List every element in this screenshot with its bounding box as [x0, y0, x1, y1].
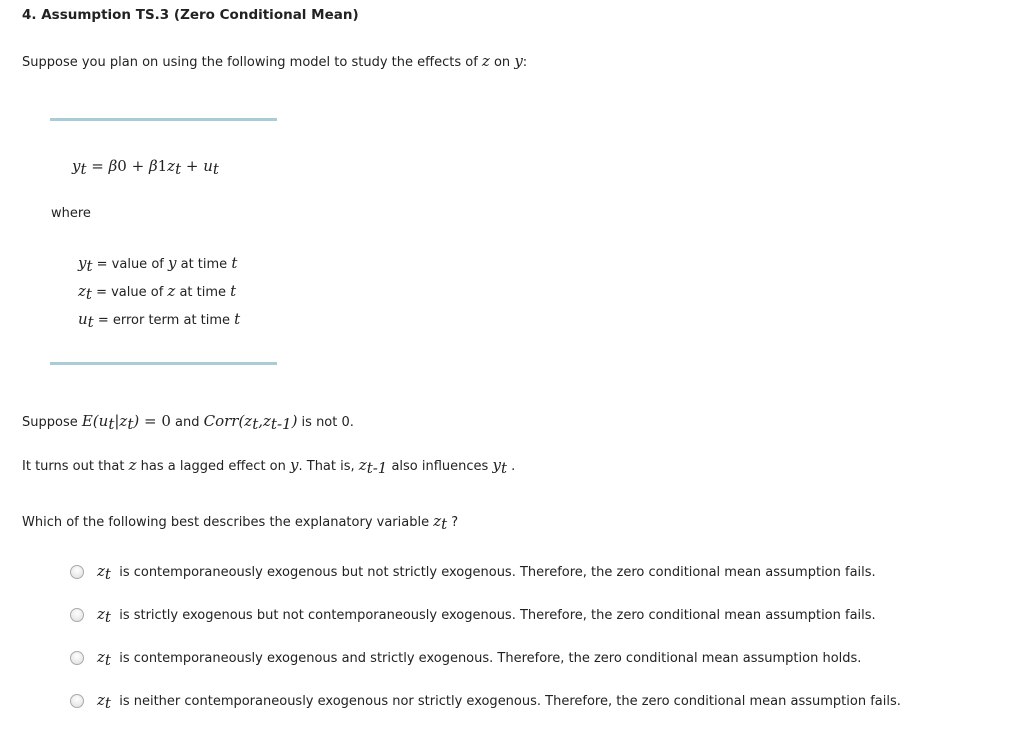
eq-beta0: β [108, 157, 118, 175]
answer-option-1[interactable] [97, 562, 876, 582]
sub: t [87, 313, 94, 331]
cond-expectation: E(u [81, 412, 109, 430]
lag-end: . [506, 459, 516, 474]
eq-z: z [167, 157, 176, 175]
sub: t-1 [270, 415, 292, 433]
def-var: z [167, 282, 176, 300]
eq-equals: = [86, 157, 109, 175]
var-y: y [514, 52, 523, 70]
sub: t [127, 415, 134, 433]
var-z: z [97, 605, 105, 623]
var-z: z [481, 52, 490, 70]
question-label: Which of the following best describes the explanatory variable [22, 515, 434, 530]
lag-label: has a lagged effect on [136, 459, 290, 474]
option-label: is contemporaneously exogenous but not strictly exogenous. Therefore, the zero conditional mean assumption fails. [119, 565, 876, 580]
def-time: t [234, 310, 241, 328]
answer-radio-2[interactable] [70, 608, 84, 622]
def-text: = error term at time [93, 313, 235, 328]
intro-colon: : [522, 55, 528, 70]
eq-y: y [72, 157, 81, 175]
sub: t [500, 459, 507, 477]
var-z: z [97, 562, 105, 580]
intro-label: Suppose you plan on using the following model to study the effects of [22, 55, 478, 70]
intro-on: on [493, 55, 511, 70]
var-z: z [97, 648, 105, 666]
eq-beta1-index: 1 [157, 157, 168, 175]
eq-u: u [203, 157, 213, 175]
lag-label: It turns out that [22, 459, 129, 474]
def-text: = value of [92, 257, 168, 272]
definition-row [78, 254, 237, 274]
answer-option-3[interactable] [97, 648, 861, 668]
def-text: at time [175, 285, 231, 300]
question-prompt [22, 512, 458, 532]
eq-sub: t [175, 160, 182, 178]
answer-option-2[interactable] [97, 605, 876, 625]
sub: t [104, 694, 111, 712]
def-text: = value of [91, 285, 168, 300]
def-var: y [167, 254, 177, 272]
eq-sub: t [80, 160, 87, 178]
question-title: 4. Assumption TS.3 (Zero Conditional Mean) [22, 7, 359, 23]
def-symbol: y [78, 254, 87, 272]
eq-plus: + [181, 157, 204, 175]
definition-row [78, 282, 236, 302]
answer-radio-4[interactable] [70, 694, 84, 708]
eq-sub: t [212, 160, 219, 178]
cond-close: ) [133, 412, 144, 430]
lag-text [22, 456, 515, 476]
def-symbol: u [78, 310, 88, 328]
var-z: z [128, 456, 137, 474]
answer-option-4[interactable] [97, 691, 901, 711]
lag-label: . That is, [298, 459, 359, 474]
option-label: is contemporaneously exogenous and strictly exogenous. Therefore, the zero conditional mean assumption holds. [119, 651, 862, 666]
def-symbol: z [78, 282, 86, 300]
var-z: z [97, 691, 105, 709]
cond-and: and [170, 415, 204, 430]
sub: t [104, 565, 111, 583]
var-z: z [433, 512, 442, 530]
cond-corr: Corr(z [203, 412, 253, 430]
sub: t [85, 285, 92, 303]
model-equation [72, 157, 219, 178]
sub: t [441, 515, 448, 533]
option-label: is neither contemporaneously exogenous nor strictly exogenous. Therefore, the zero conditional mean assumption fails. [119, 694, 901, 709]
var-y: y [492, 456, 501, 474]
cond-comma: ,z [258, 412, 271, 430]
eq-beta1: β [148, 157, 158, 175]
cond-given: |z [114, 412, 128, 430]
eq-plus: + [126, 157, 149, 175]
def-text: at time [176, 257, 232, 272]
lag-label: also influences [387, 459, 493, 474]
condition-text [22, 412, 354, 432]
where-label: where [51, 206, 91, 221]
sub: t [104, 608, 111, 626]
sub: t-1 [366, 459, 388, 477]
def-time: t [230, 282, 237, 300]
cond-eq-zero: = 0 [143, 412, 171, 430]
option-label: is strictly exogenous but not contemporaneously exogenous. Therefore, the zero conditional mean assumption fails. [119, 608, 876, 623]
question-end: ? [447, 515, 459, 530]
answer-radio-1[interactable] [70, 565, 84, 579]
cond-notzero: is not 0. [297, 415, 354, 430]
var-z-lag: z [358, 456, 367, 474]
divider-bottom [50, 362, 277, 365]
def-time: t [231, 254, 238, 272]
intro-text [22, 52, 527, 72]
sub: t [86, 257, 93, 275]
sub: t [252, 415, 259, 433]
sub: t [104, 651, 111, 669]
sub: t [108, 415, 115, 433]
answer-radio-3[interactable] [70, 651, 84, 665]
cond-close: ) [291, 412, 298, 430]
cond-label: Suppose [22, 415, 82, 430]
eq-beta0-index: 0 [117, 157, 127, 175]
definition-row [78, 310, 240, 330]
divider-top [50, 118, 277, 121]
var-y: y [290, 456, 299, 474]
